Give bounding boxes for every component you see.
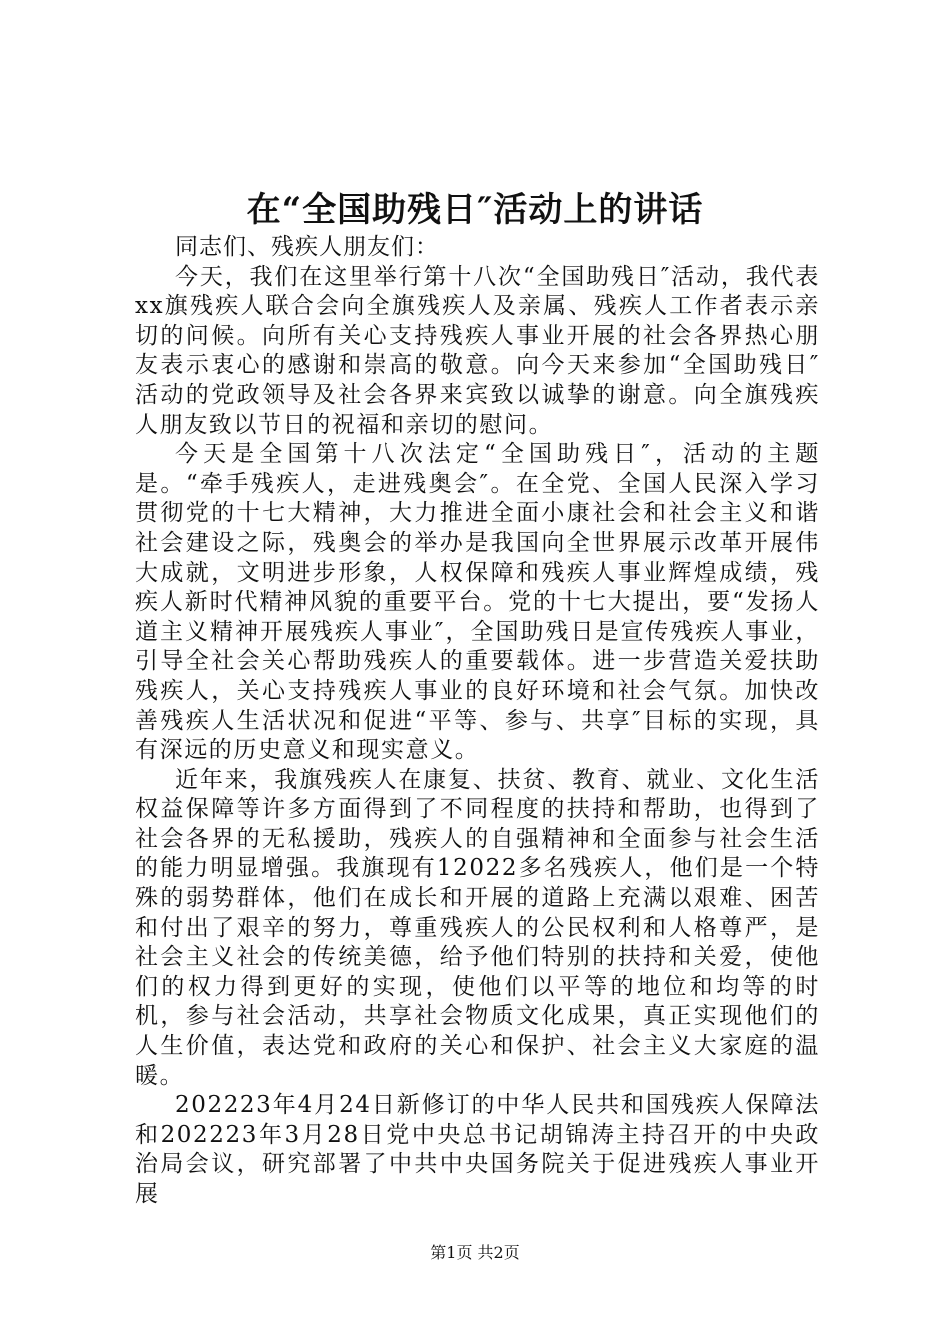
paragraph-3: 近年来，我旗残疾人在康复、扶贫、教育、就业、文化生活权益保障等许多方面得到了不同程度的扶持和帮助，也得到了社会各界的无私援助，残疾人的自强精神和全面参与社会生活的能力明显增强。我旗现有12022多名残疾人，他们是一个特殊的弱势群体，他们在成长和开展的道路上充满以艰难、困苦和付出了艰辛的努力，尊重残疾人的公民权利和人格尊严，是社会主义社会的传统美德，给予他们特别的扶持和关爱，使他们的权力得到更好的实现，使他们以平等的地位和均等的时机，参与社会活动，共享社会物质文化成果，真正实现他们的人生价值，表达党和政府的关心和保护、社会主义大家庭的温暖。: [135, 766, 820, 1089]
document-title: 在“全国助残日″活动上的讲话: [246, 190, 704, 230]
paragraph-2: 今天是全国第十八次法定“全国助残日″，活动的主题是。“牵手残疾人，走进残奥会″。在全党、全国人民深入学习贯彻党的十七大精神，大力推进全面小康社会和社会主义和谐社会建设之际，残奥会的举办是我国向全世界展示改革开展伟大成就，文明进步形象，人权保障和残疾人事业辉煌成绩，残疾人新时代精神风貌的重要平台。党的十七大提出，要“发扬人道主义精神开展残疾人事业″，全国助残日是宣传残疾人事业，引导全社会关心帮助残疾人的重要载体。进一步营造关爱扶助残疾人，关心支持残疾人事业的良好环境和社会气氛。加快改善残疾人生活状况和促进“平等、参与、共享″目标的实现，具有深远的历史意义和现实意义。: [135, 441, 820, 764]
page-number-footer: 第1页 共2页: [430, 1243, 520, 1262]
document-body: [135, 233, 820, 1210]
paragraph-1: 今天，我们在这里举行第十八次“全国助残日″活动，我代表xx旗残疾人联合会向全旗残疾人及亲属、残疾人工作者表示亲切的问候。向所有关心支持残疾人事业开展的社会各界热心朋友表示衷心的感谢和崇高的敬意。向今天来参加“全国助残日″活动的党政领导及社会各界来宾致以诚挚的谢意。向全旗残疾人朋友致以节日的祝福和亲切的慰问。: [135, 263, 820, 438]
greeting-line: 同志们、残疾人朋友们：: [175, 234, 439, 260]
paragraph-4: 202223年4月24日新修订的中华人民共和国残疾人保障法和202223年3月28日党中央总书记胡锦涛主持召开的中央政治局会议，研究部署了中共中央国务院关于促进残疾人事业开展: [135, 1092, 820, 1207]
